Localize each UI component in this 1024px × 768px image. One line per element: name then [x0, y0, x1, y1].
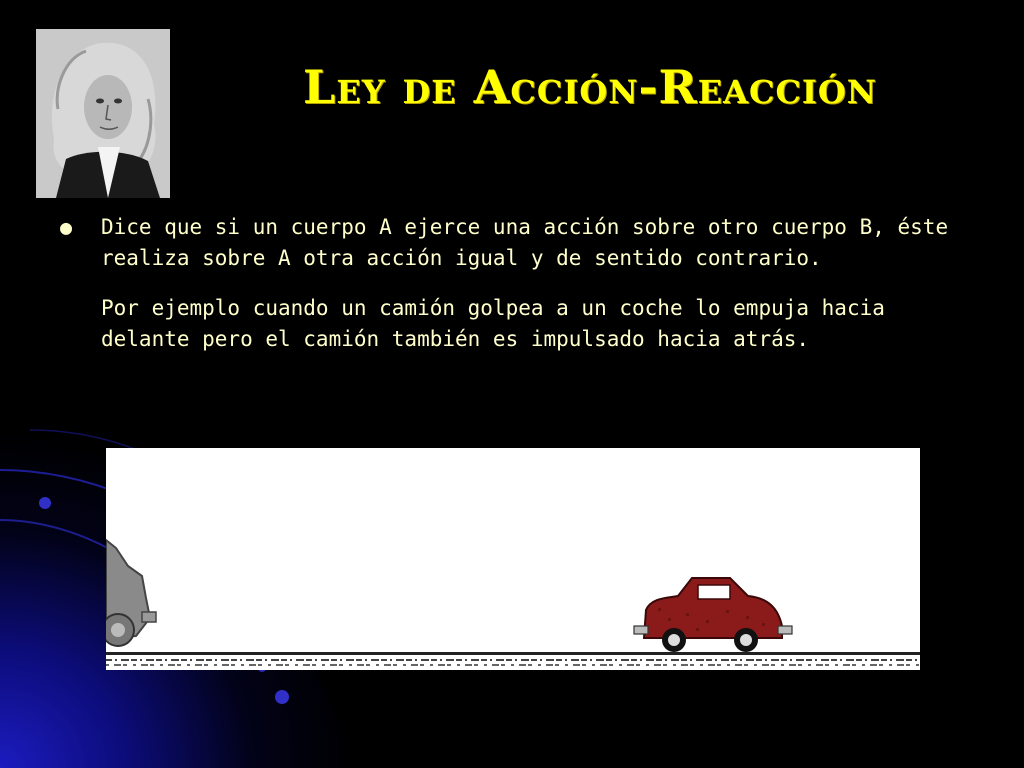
truck-car-collision-image — [106, 448, 920, 670]
definition-paragraph: Dice que si un cuerpo A ejerce una acción sobre otro cuerpo B, éste realiza sobre A otra acción igual y de sentido contrario. — [101, 215, 949, 270]
bullet-icon: ● — [60, 215, 73, 239]
bullet-item — [60, 212, 970, 355]
slide-body — [60, 212, 970, 355]
slide-title: Ley de Acción-Reacción — [302, 60, 878, 114]
example-paragraph: Por ejemplo cuando un camión golpea a un coche lo empuja hacia delante pero el camión también es impulsado hacia atrás. — [101, 296, 885, 351]
newton-portrait-image — [36, 29, 170, 198]
